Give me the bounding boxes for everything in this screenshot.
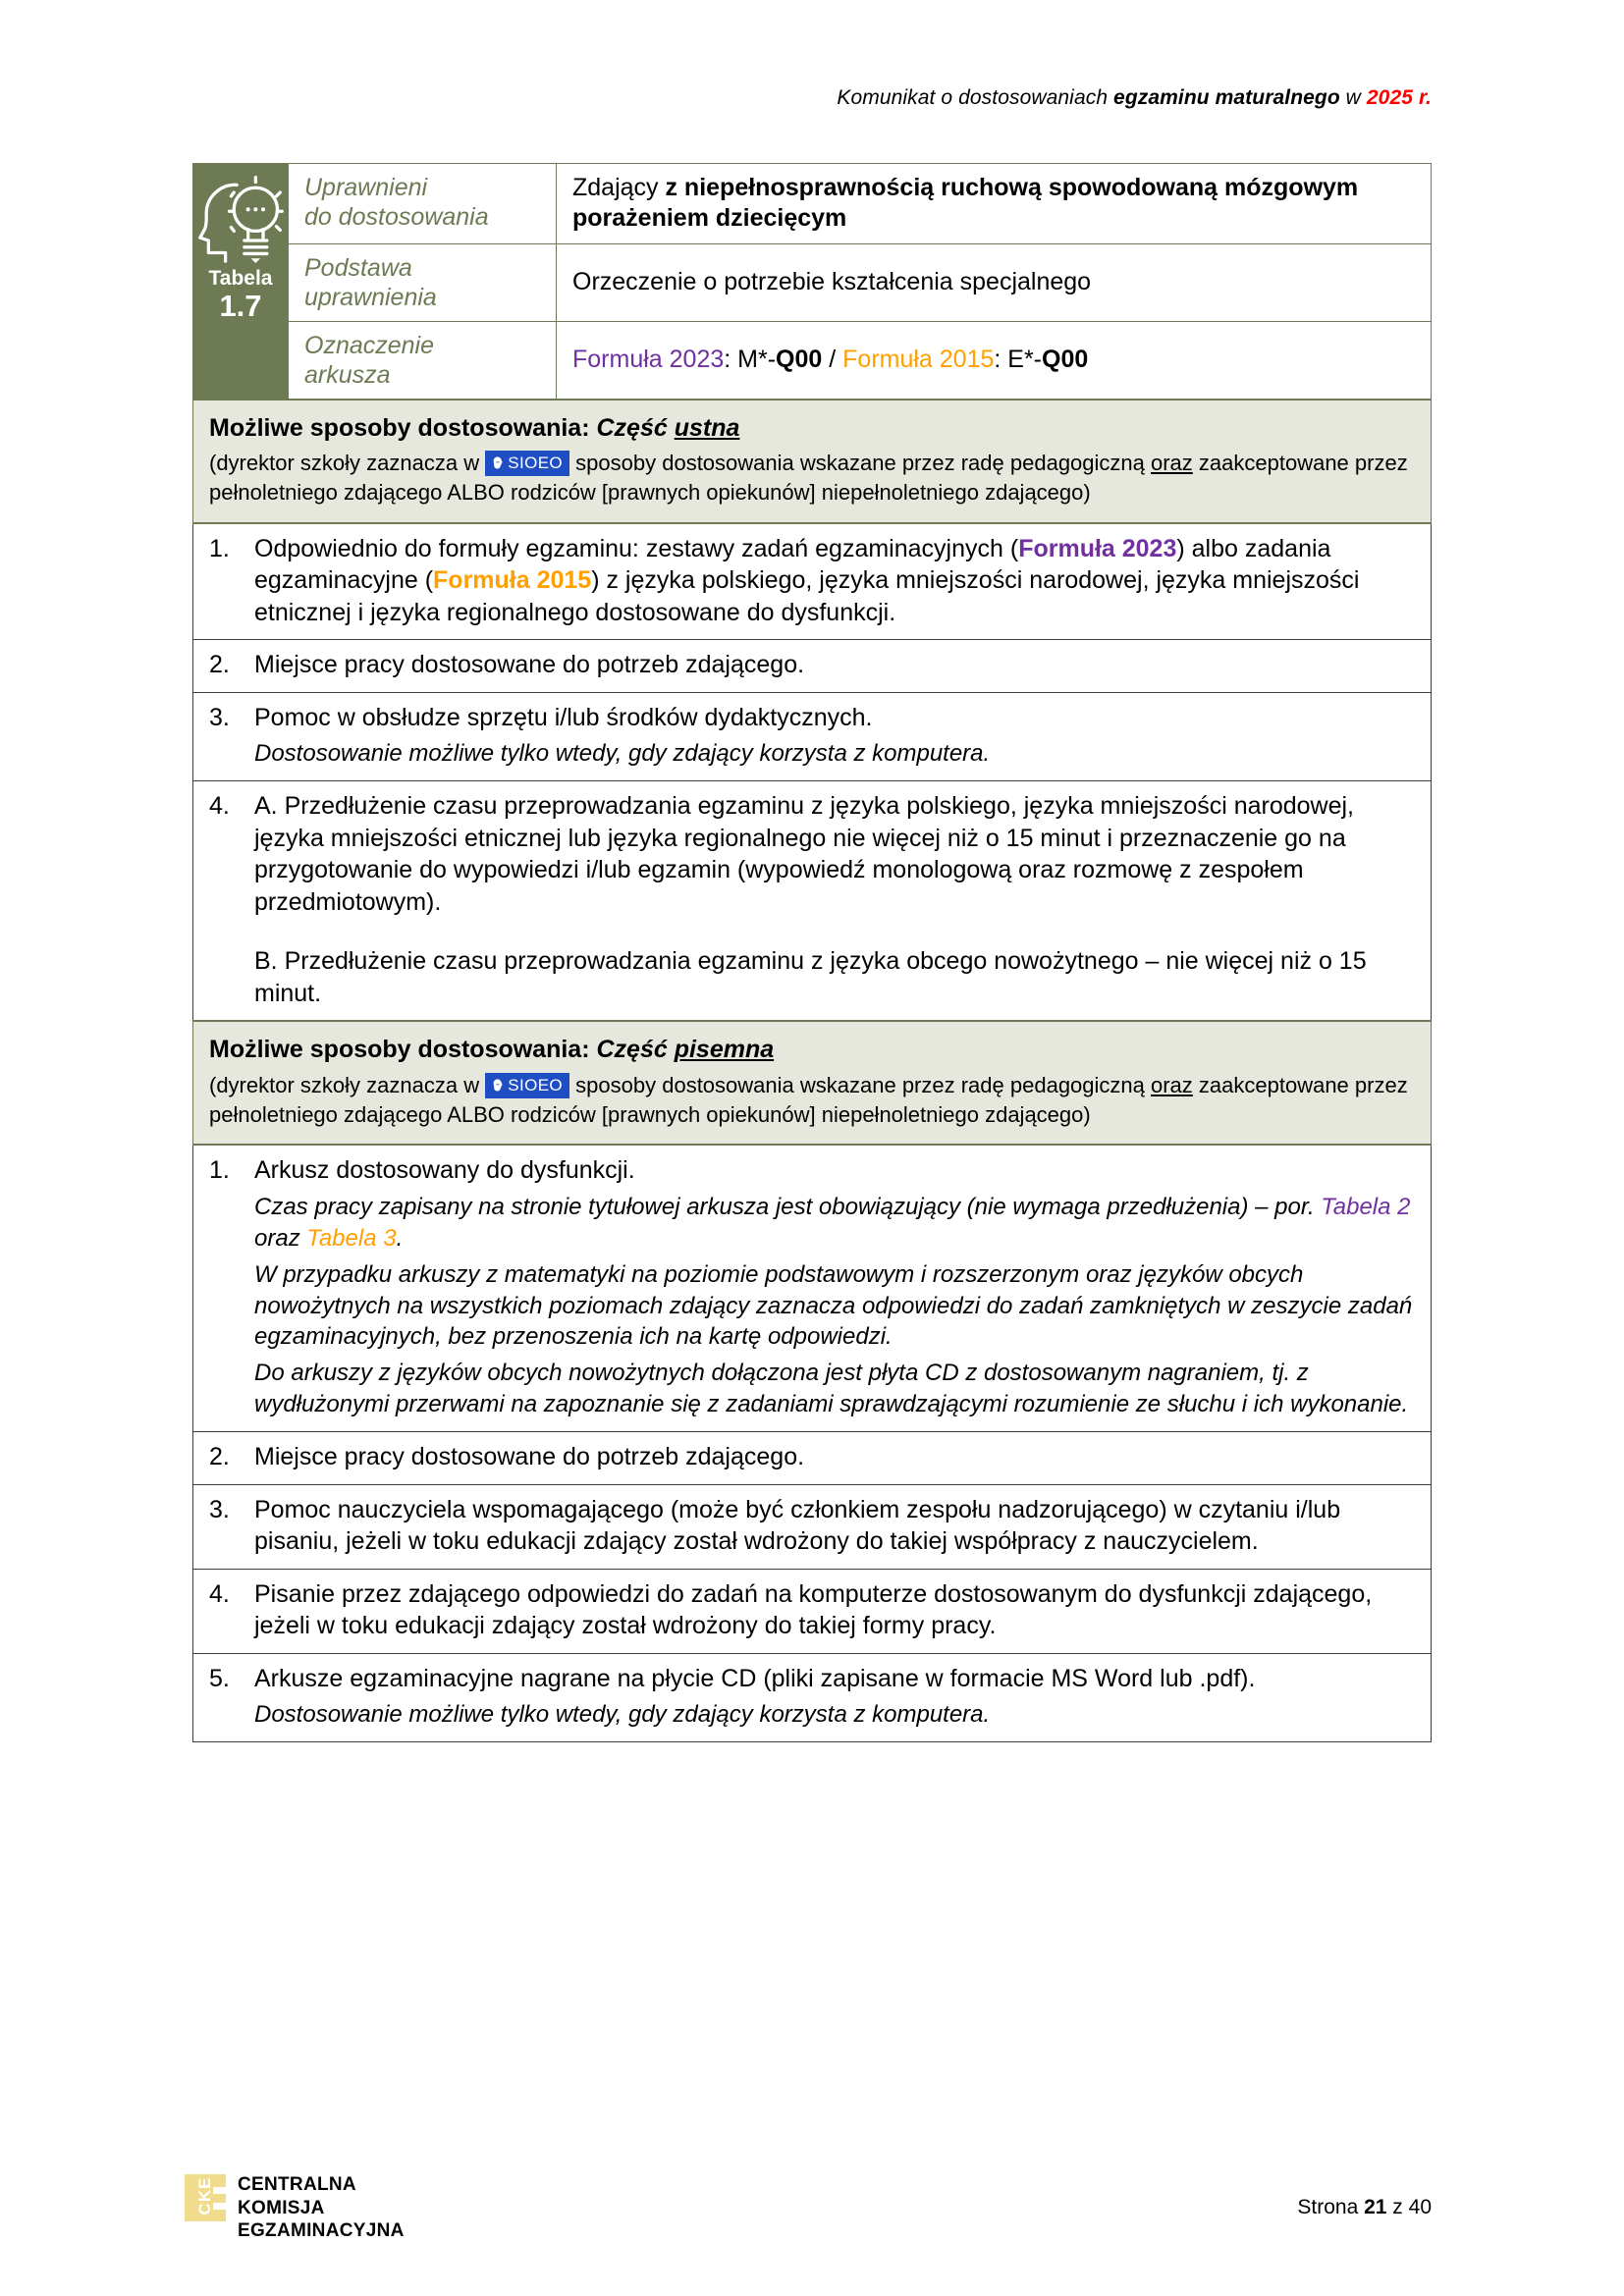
table-row-podstawa <box>193 243 1432 321</box>
list-item-row <box>193 781 1432 1022</box>
text-run: Odpowiednio do formuły egzaminu: zestawy zadań egzaminacyjnych ( <box>254 534 1019 562</box>
list-item-paragraph <box>254 1154 1417 1187</box>
text-run: Pomoc nauczyciela wspomagającego (może być członkiem zespołu nadzorującego) w czytaniu i/lub pisaniu, jeżeli w toku edukacji zdający został wdrożony do takiej współpracy z nauczycielem. <box>254 1495 1341 1556</box>
list-item-body <box>254 1441 1417 1473</box>
table-row-oznaczenie <box>193 321 1432 400</box>
text-run: Miejsce pracy dostosowane do potrzeb zdającego. <box>254 651 805 679</box>
table-row-uprawnieni <box>193 164 1432 244</box>
text-run: ) albo zadania egzaminacyjne ( <box>254 534 1331 595</box>
running-header-prefix: Komunikat o dostosowaniach <box>837 86 1114 109</box>
list-item <box>193 1145 1432 1431</box>
list-item-number: 4. <box>209 792 230 821</box>
section-title <box>209 1034 1415 1066</box>
label-uprawnieni-line2: do dostosowania <box>304 203 489 231</box>
value-uprawnieni-plain: Zdający <box>572 174 666 201</box>
table-badge-word: Tabela <box>208 267 273 290</box>
section-note-before: (dyrektor szkoły zaznacza w <box>209 451 486 475</box>
page-number-prefix: Strona <box>1297 2196 1365 2218</box>
label-oznaczenie <box>289 321 557 400</box>
list-item-row <box>193 1432 1432 1485</box>
list-item-row <box>193 1484 1432 1569</box>
list-item <box>193 1432 1432 1485</box>
head-lightbulb-icon <box>193 168 288 266</box>
list-item-paragraph <box>254 649 1417 681</box>
list-item <box>193 523 1432 640</box>
value-oznaczenie <box>557 321 1432 400</box>
value-podstawa: Orzeczenie o potrzebie kształcenia specjalnego <box>557 243 1432 321</box>
list-item-body <box>254 702 1417 770</box>
list-item-paragraph <box>254 1663 1417 1695</box>
list-item-content <box>193 1654 1431 1741</box>
list-item-number: 2. <box>209 651 230 679</box>
formula-2023-sep: : M*- <box>724 345 777 373</box>
section-title-italic: Część <box>596 413 675 442</box>
section-note-tail: zaakceptowane przez pełnoletniego zdającego ALBO rodziców [prawnych opiekunów] niepełnoletniego zdającego) <box>209 451 1408 506</box>
value-uprawnieni <box>557 164 1432 244</box>
list-item-row <box>193 692 1432 780</box>
section-title-underlined: pisemna <box>674 1036 775 1064</box>
sioeo-badge[interactable] <box>485 451 569 476</box>
adjustments-table <box>192 163 1432 1742</box>
list-item-body <box>254 1154 1417 1420</box>
list-item-paragraph <box>254 702 1417 734</box>
list-item <box>193 781 1432 1022</box>
formula-2023-ref: Formuła 2023 <box>1018 534 1177 562</box>
list-item-body <box>254 790 1417 1009</box>
list-item-content <box>193 1485 1431 1569</box>
list-item-content <box>193 640 1431 692</box>
list-item <box>193 692 1432 780</box>
formula-2015-label: Formuła 2015 <box>842 345 995 373</box>
section-note <box>209 1071 1415 1131</box>
text-run: Pisanie przez zdającego odpowiedzi do zadań na komputerze dostosowanym do dysfunkcji zdającego, jeżeli w toku edukacji zdający został wdrożony do takiej formy pracy. <box>254 1579 1373 1640</box>
cke-logo-text <box>238 2173 405 2242</box>
list-item-note: Do arkuszy z języków obcych nowożytnych dołączona jest płyta CD z dostosowanym nagraniem, tj. z wydłużonymi przerwami na zapoznanie się z zadaniami sprawdzającymi rozumienie ze słuchu i ich wykonanie. <box>254 1360 1409 1418</box>
list-item-content <box>193 1146 1431 1431</box>
list-item-paragraph <box>254 1441 1417 1473</box>
section-note-tail: zaakceptowane przez pełnoletniego zdającego ALBO rodziców [prawnych opiekunów] niepełnoletniego zdającego) <box>209 1072 1408 1127</box>
cke-logo-letters: CKE <box>195 2177 214 2216</box>
cke-logo-line2: KOMISJA <box>238 2197 325 2218</box>
section-header <box>193 1021 1432 1145</box>
list-item-body <box>254 649 1417 681</box>
list-item-number: 4. <box>209 1579 230 1608</box>
label-oznaczenie-line1: Oznaczenie <box>304 331 435 359</box>
formula-2015-ref: Formuła 2015 <box>433 566 592 595</box>
section-title-plain: Możliwe sposoby dostosowania: <box>209 1036 597 1064</box>
running-header-middle: w <box>1339 86 1367 109</box>
formula-2015-sep: : E*- <box>994 345 1043 373</box>
formula-2015-code: Q00 <box>1042 345 1089 373</box>
list-item-paragraph <box>254 1578 1417 1642</box>
list-item-body <box>254 1578 1417 1642</box>
list-item-row <box>193 1653 1432 1741</box>
list-item <box>193 1653 1432 1741</box>
list-item-paragraph <box>254 790 1417 918</box>
text-run: Pomoc w obsłudze sprzętu i/lub środków dydaktycznych. <box>254 703 873 731</box>
cke-logo-mark-icon <box>185 2174 226 2221</box>
sioeo-label: SIOEO <box>508 1075 564 1095</box>
section-note-after: sposoby dostosowania wskazane przez radę pedagogiczną <box>569 451 1151 475</box>
formula-2023-label: Formuła 2023 <box>572 345 725 373</box>
cke-logo-line3: EGZAMINACYJNA <box>238 2219 405 2241</box>
sections-host <box>193 400 1432 1742</box>
page-number-suffix: z 40 <box>1386 2196 1432 2218</box>
list-item-row <box>193 523 1432 640</box>
table-badge-number: 1.7 <box>219 289 262 324</box>
list-item-note: Dostosowanie możliwe tylko wtedy, gdy zdający korzysta z komputera. <box>254 740 991 768</box>
section-note-oraz: oraz <box>1151 1072 1193 1097</box>
table-badge-cell <box>193 164 289 400</box>
list-item-content <box>193 524 1431 640</box>
label-podstawa-line2: uprawnienia <box>304 283 437 311</box>
section-note-before: (dyrektor szkoły zaznacza w <box>209 1072 486 1097</box>
list-item-body <box>254 533 1417 629</box>
list-item <box>193 1569 1432 1653</box>
list-item-note <box>254 1192 1417 1255</box>
label-uprawnieni <box>289 164 557 244</box>
list-item-note: Dostosowanie możliwe tylko wtedy, gdy zdający korzysta z komputera. <box>254 1701 991 1729</box>
cke-logo-line1: CENTRALNA <box>238 2174 356 2196</box>
list-item-note: W przypadku arkuszy z matematyki na poziomie podstawowym i rozszerzonym oraz języków obcych nowożytnych na wszystkich poziomach zdający zaznacza odpowiedzi do zadań zamkniętych w zeszycie zadań egzaminacyjnych, bez przenoszenia ich na kartę odpowiedzi. <box>254 1260 1413 1351</box>
list-item-content <box>193 693 1431 780</box>
list-item-body <box>254 1663 1417 1731</box>
sioeo-hand-icon <box>491 456 505 470</box>
text-run: A. Przedłużenie czasu przeprowadzania egzaminu z języka polskiego, języka mniejszości narodowej, języka mniejszości etnicznej lub języka regionalnego nie więcej niż o 15 minut i przeznaczenie go na przygotowanie do wypowiedzi i/lub egzamin (wypowiedź monologową oraz rozmowę z zespołem przedmiotowym). <box>254 792 1355 916</box>
text-run: Arkusz dostosowany do dysfunkcji. <box>254 1156 635 1185</box>
label-oznaczenie-line2: arkusza <box>304 360 391 389</box>
list-item-number: 5. <box>209 1664 230 1692</box>
page-number <box>1297 2196 1432 2219</box>
list-item-number: 1. <box>209 1156 230 1185</box>
paragraph-gap <box>254 918 1417 945</box>
list-item-body <box>254 1494 1417 1558</box>
tabela-3-ref: Tabela 3 <box>306 1224 397 1252</box>
section-header <box>193 400 1432 523</box>
section-note <box>209 449 1415 508</box>
list-item-row <box>193 1569 1432 1653</box>
page-number-value: 21 <box>1364 2196 1387 2218</box>
list-item <box>193 1484 1432 1569</box>
text-run: ) z języka polskiego, języka mniejszości narodowej, języka mniejszości etnicznej i języka regionalnego dostosowane do dysfunkcji. <box>254 566 1360 626</box>
list-item-paragraph <box>254 945 1417 1009</box>
text-run: Czas pracy zapisany na stronie tytułowej arkusza jest obowiązujący (nie wymaga przedłużenia) – por. <box>254 1193 1322 1220</box>
cke-logo <box>185 2173 405 2242</box>
section-title-italic: Część <box>596 1036 675 1064</box>
list-item-number: 2. <box>209 1443 230 1471</box>
list-item-row <box>193 1145 1432 1431</box>
formula-separator: / <box>822 345 843 373</box>
list-item-paragraph <box>254 533 1417 629</box>
value-uprawnieni-bold: z niepełnosprawnością ruchową spowodowaną mózgowym porażeniem dziecięcym <box>572 174 1359 233</box>
section-note-after: sposoby dostosowania wskazane przez radę pedagogiczną <box>569 1072 1151 1097</box>
label-podstawa <box>289 243 557 321</box>
section-header-row <box>193 1021 1432 1145</box>
label-podstawa-line1: Podstawa <box>304 253 412 282</box>
list-item <box>193 640 1432 693</box>
text-run: . <box>396 1224 404 1252</box>
list-item-number: 1. <box>209 534 230 562</box>
text-run: oraz <box>254 1224 307 1252</box>
section-title-plain: Możliwe sposoby dostosowania: <box>209 413 597 442</box>
formula-2023-code: Q00 <box>776 345 823 373</box>
text-run: Arkusze egzaminacyjne nagrane na płycie CD (pliki zapisane w formacie MS Word lub .pdf). <box>254 1664 1256 1692</box>
list-item-content <box>193 781 1431 1020</box>
sioeo-label: SIOEO <box>508 454 564 472</box>
sioeo-hand-icon <box>491 1079 505 1093</box>
section-title-underlined: ustna <box>674 413 740 442</box>
list-item-number: 3. <box>209 703 230 731</box>
list-item-number: 3. <box>209 1495 230 1523</box>
list-item-row <box>193 640 1432 693</box>
list-item-paragraph <box>254 1494 1417 1558</box>
running-header-bold: egzaminu maturalnego <box>1113 86 1340 109</box>
text-run: Miejsce pracy dostosowane do potrzeb zdającego. <box>254 1443 805 1471</box>
list-item-content <box>193 1570 1431 1653</box>
running-header <box>837 86 1432 110</box>
tabela-2-ref: Tabela 2 <box>1321 1193 1411 1220</box>
label-uprawnieni-line1: Uprawnieni <box>304 174 428 201</box>
sioeo-badge[interactable] <box>485 1073 569 1098</box>
section-header-row <box>193 400 1432 523</box>
section-title <box>209 412 1415 445</box>
text-run: B. Przedłużenie czasu przeprowadzania egzaminu z języka obcego nowożytnego – nie więcej niż o 15 minut. <box>254 947 1367 1007</box>
running-header-year: 2025 r. <box>1366 86 1432 109</box>
list-item-content <box>193 1432 1431 1484</box>
section-note-oraz: oraz <box>1151 451 1193 475</box>
